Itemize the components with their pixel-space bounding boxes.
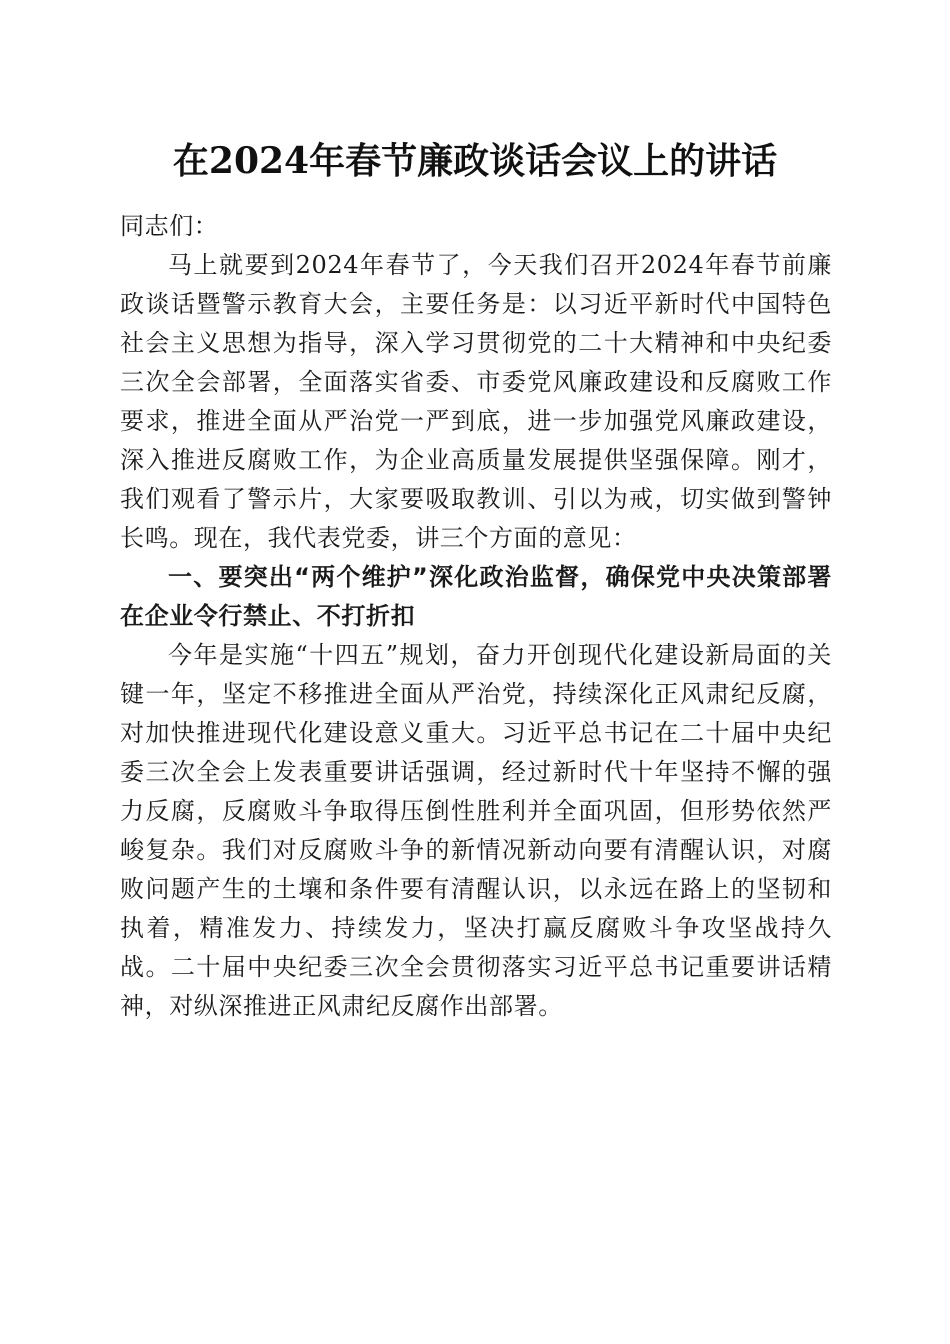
paragraph-intro: 马上就要到2024年春节了，今天我们召开2024年春节前廉政谈话暨警示教育大会，主要任务是：以习近平新时代中国特色社会主义思想为指导，深入学习贯彻党的二十大精神和中央纪委三次全会部署，全面落实省委、市委党风廉政建设和反腐败工作要求，推进全面从严治党一严到底，进一步加强党风廉政建设，深入推进反腐败工作，为企业高质量发展提供坚强保障。刚才，我们观看了警示片，大家要吸取教训、引以为戒，切实做到警钟长鸣。现在，我代表党委，讲三个方面的意见： <box>120 251 832 552</box>
document-title: 在2024年春节廉政谈话会议上的讲话 <box>172 140 778 182</box>
paragraph-section-1: 今年是实施“十四五”规划，奋力开创现代化建设新局面的关键一年，坚定不移推进全面从严治党，持续深化正风肃纪反腐，对加快推进现代化建设意义重大。习近平总书记在二十届中央纪委三次全会上发表重要讲话强调，经过新时代十年坚持不懈的强力反腐，反腐败斗争取得压倒性胜利并全面巩固，但形势依然严峻复杂。我们对反腐败斗争的新情况新动向要有清醒认识，对腐败问题产生的土壤和条件要有清醒认识，以永远在路上的坚韧和执着，精准发力、持续发力，坚决打赢反腐败斗争攻坚战持久战。二十届中央纪委三次全会贯彻落实习近平总书记重要讲话精神，对纵深推进正风肃纪反腐作出部署。 <box>120 641 832 1020</box>
section-heading-1: 一、要突出“两个维护”深化政治监督，确保党中央决策部署在企业令行禁止、不打折扣 <box>120 563 832 630</box>
salutation: 同志们： <box>120 212 219 240</box>
document-body <box>120 207 832 1026</box>
